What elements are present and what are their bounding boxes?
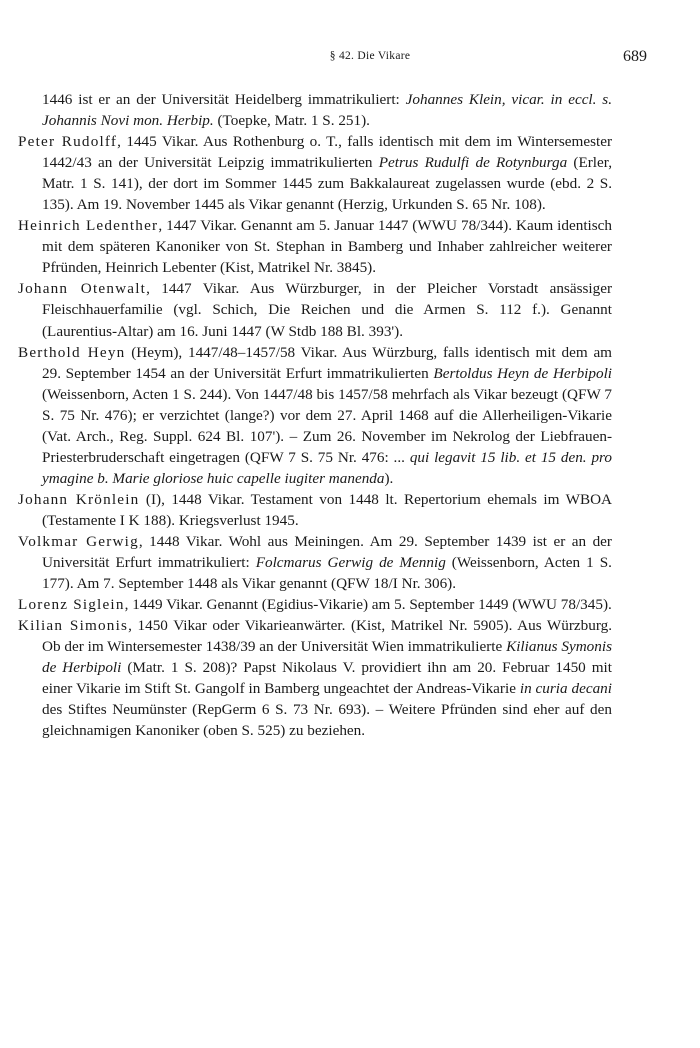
vicar-entry	[18, 131, 612, 215]
latin-quotation: Johannes Klein, vicar. in eccl. s. Johannis Novi mon. Herbip.	[42, 91, 612, 130]
section-title: § 42. Die Vikare	[329, 50, 411, 62]
vicar-name: Kilian Simonis	[18, 617, 129, 635]
latin-quotation: Kilianus Symonis de Herbipoli	[42, 638, 612, 677]
vicar-name: Lorenz Siglein	[18, 596, 125, 614]
vicar-entry	[18, 342, 612, 489]
entry-continuation	[18, 89, 612, 131]
latin-quotation: qui legavit 15 lib. et 15 den. pro ymagine b. Marie gloriose huic capelle iugiter manenda	[42, 448, 612, 487]
entry-text: ).	[384, 469, 394, 487]
vicar-name: Heinrich Ledenther	[18, 217, 159, 235]
running-head	[18, 50, 618, 62]
entry-list	[18, 89, 612, 741]
vicar-name: Berthold Heyn	[18, 343, 126, 361]
entry-text: des Stiftes Neumünster (RepGerm 6 S. 73 Nr. 693). – Weitere Pfründen sind eher auf den gleichnamigen Kanoniker (oben S. 525) zu beziehen.	[42, 701, 612, 740]
latin-quotation: Bertoldus Heyn de Herbipoli	[433, 364, 613, 382]
entry-text: , 1447 Vikar. Aus Würzburger, in der Pleicher Vorstadt ansässiger Fleischhauerfamilie (vgl. Schich, Die Reichen und die Armen S. 112 f.). Genannt (Laurentius-Altar) am 16. Juni 1447 (W Stdb 188 Bl. 393').	[42, 280, 612, 340]
entry-text: , 1448 Vikar. Wohl aus Meiningen. Am 29. September 1439 ist er an der Universität Erfurt immatrikuliert:	[42, 532, 612, 572]
latin-quotation: Folcmarus Gerwig de Mennig	[255, 554, 446, 572]
entry-text: 1446 ist er an der Universität Heidelberg immatrikuliert:	[42, 91, 406, 108]
latin-quotation: Petrus Rudulfi de Rotynburga	[378, 154, 568, 172]
entry-text: (Weissenborn, Acten 1 S. 244). Von 1447/48 bis 1457/58 mehrfach als Vikar bezeugt (QFW 7 S. 75 Nr. 476); er verzichtet (lange?) vor dem 27. April 1468 auf die Allerheiligen-Vikarie (Vat. Arch., Reg. Suppl. 624 Bl. 107'). – Zum 26. November im Nekrolog der Liebfrauen-Priesterbruderschaft eingetragen (QFW 7 S. 75 Nr. 476: ...	[42, 385, 612, 466]
vicar-entry	[18, 489, 612, 531]
vicar-entry	[18, 215, 612, 278]
vicar-name: Johann Otenwalt	[18, 280, 147, 298]
entry-text: (Matr. 1 S. 208)? Papst Nikolaus V. providiert ihn am 20. Februar 1450 mit einer Vikarie im Stift St. Gangolf in Bamberg ungeachtet der Andreas-Vikarie	[42, 659, 612, 698]
latin-quotation: in curia decani	[519, 680, 612, 698]
vicar-name: Johann Krönlein	[18, 490, 140, 508]
vicar-entry	[18, 594, 612, 615]
entry-text: , 1449 Vikar. Genannt (Egidius-Vikarie) am 5. September 1449 (WWU 78/345).	[124, 596, 612, 614]
vicar-entry	[18, 531, 612, 594]
entry-text: (Heym), 1447/48–1457/58 Vikar. Aus Würzburg, falls identisch mit dem am 29. September 1454 an der Universität Erfurt immatrikulierten	[42, 343, 612, 382]
entry-text: , 1445 Vikar. Aus Rothenburg o. T., falls identisch mit dem im Wintersemester 1442/43 an der Universität Leipzig immatrikulierten	[42, 133, 613, 172]
entry-text: , 1450 Vikar oder Vikarieanwärter. (Kist, Matrikel Nr. 5905). Aus Würzburg. Ob der im Wintersemester 1438/39 an der Universität Wien immatrikulierte	[42, 617, 613, 656]
entry-text: (Toepke, Matr. 1 S. 251).	[213, 112, 370, 130]
page-number: 689	[623, 48, 647, 65]
entry-text: (Erler, Matr. 1 S. 141), der dort im Sommer 1445 zum Bakkalaureat zugelassen wurde (ebd. 2 S. 135). Am 19. November 1445 als Vikar genannt (Herzig, Urkunden S. 65 Nr. 108).	[42, 154, 612, 214]
vicar-name: Peter Rudolff	[18, 133, 118, 151]
vicar-entry	[18, 278, 612, 341]
entry-text: (Weissenborn, Acten 1 S. 177). Am 7. September 1448 als Vikar genannt (QFW 18/I Nr. 306).	[42, 554, 612, 593]
entry-text: (I), 1448 Vikar. Testament von 1448 lt. Repertorium ehemals im WBOA (Testamente I K 188). Kriegsverlust 1945.	[42, 490, 613, 529]
vicar-name: Volkmar Gerwig	[18, 532, 139, 550]
entry-text: , 1447 Vikar. Genannt am 5. Januar 1447 (WWU 78/344). Kaum identisch mit dem späteren Kanoniker von St. Stephan in Bamberg und Inhaber zahlreicher weiterer Pfründen, Heinrich Lebenter (Kist, Matrikel Nr. 3845).	[42, 217, 612, 277]
vicar-entry	[18, 615, 612, 741]
